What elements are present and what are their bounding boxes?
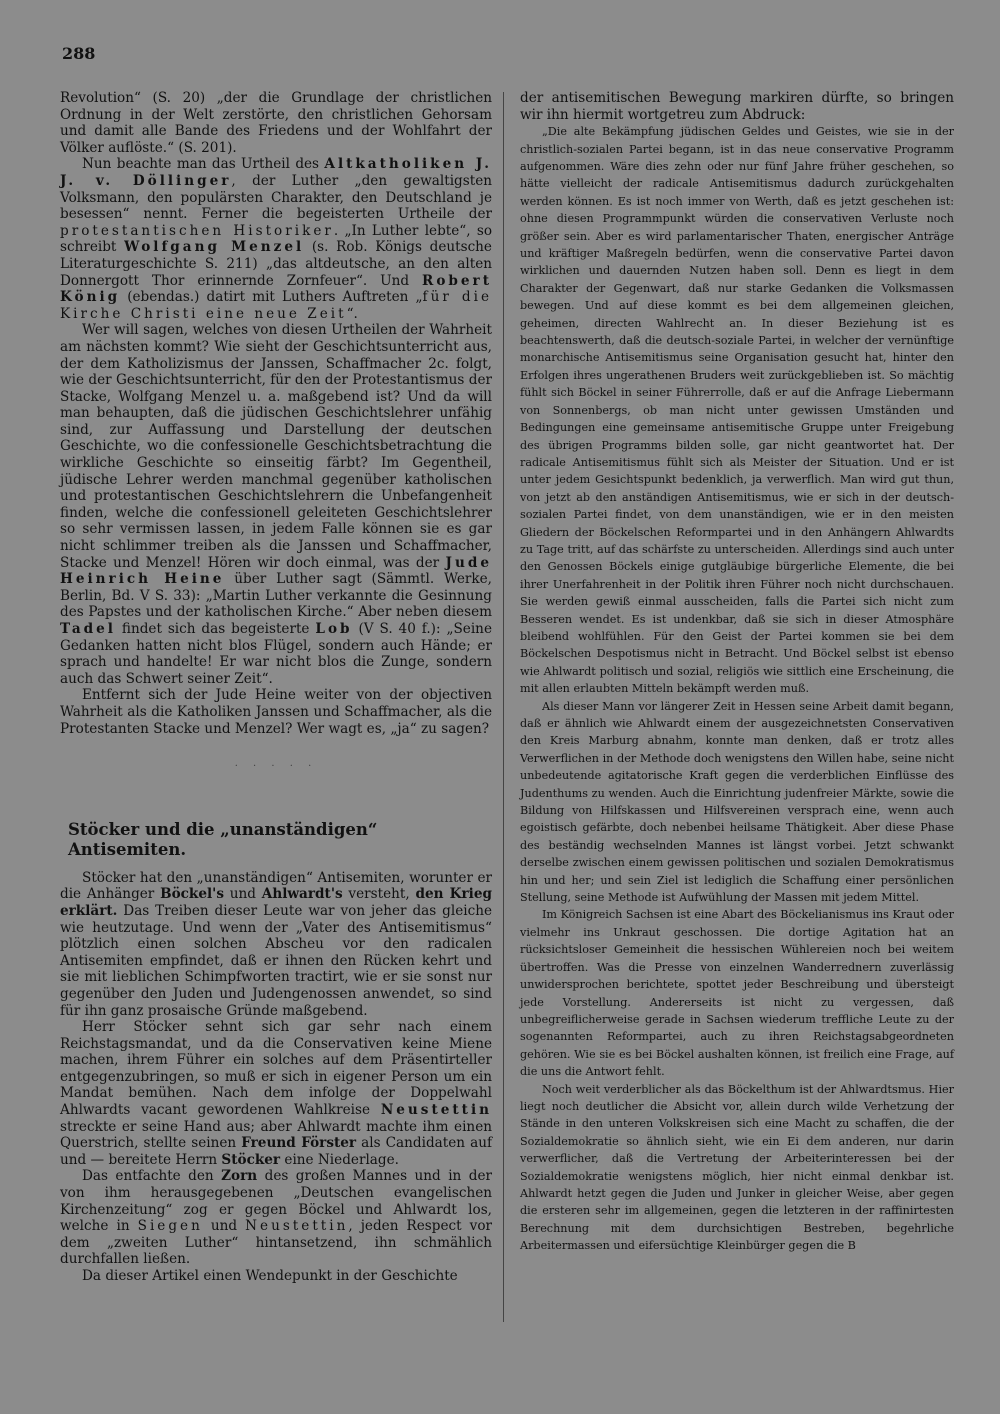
quote-paragraph-4: Noch weit verderblicher als das Böckelthum ist der Ahlwardtsmus. Hier liegt noch deutlicher die Absicht vor, allein durch wilde Verhetzung der Stände in den unteren Volkskreisen sich eine Macht zu schaffen, die der Sozialdemokratie so ähnlich sieht, wie ein Ei dem anderen, nur darin verwerflicher, daß die Vertretung der Arbeiterinteressen bei der Sozialdemokratie wenigstens möglich, hier nicht einmal denkbar ist. Ahlwardt hetzt gegen die Juden und Junker in gleicher Weise, aber gegen die ersteren sehr im allgemeinen, gegen die letzteren in der raffinirtesten Berechnung mit dem durchsichtigen Bestreben, begehrliche Arbeitermassen und eifersüchtige Kleinbürger gegen die B [520,1082,954,1253]
right-paragraph-1: der antisemitischen Bewegung markiren dürfte, so bringen wir ihn hiermit wortgetreu zum Abdruck: [520,90,954,123]
right-column [520,90,954,1255]
left-paragraph-8: Da dieser Artikel einen Wendepunkt in der Geschichte [82,1268,458,1284]
left-paragraph-2: Nun beachte man das Urtheil des Altkatholiken J. J. v. Döllinger, der Luther „den gewaltigsten Volksmann, den populärsten Charakter, den Deutschland je besessen“ nennt. Ferner die begeisterten Urtheile der protestantischen Historiker. „In Luther lebte“, so schreibt Wolfgang Menzel (s. Rob. Königs deutsche Literaturgeschichte S. 211) „das altdeutsche, an den alten Donnergott Thor erinnernde Zornfeuer“. Und Robert König (ebendas.) datirt mit Luthers Auftreten „für die Kirche Christi eine neue Zeit“. [60,156,492,322]
column-divider [503,92,504,1322]
left-column [60,90,492,1285]
left-paragraph-6: Herr Stöcker sehnt sich gar sehr nach einem Reichstagsmandat, und da die Conservativen keine Miene machen, ihrem Führer ein solches auf dem Präsentirteller entgegenzubringen, so muß er sich in eigener Person um ein Mandat bemühen. Nach dem infolge der Doppelwahl Ahlwardts vacant gewordenen Wahlkreise Neustettin streckte er seine Hand aus; aber Ahlwardt machte ihm einen Querstrich, stellte seinen Freund Förster als Candidaten auf und — bereitete Herrn Stöcker eine Niederlage. [60,1019,492,1168]
quote-paragraph-1: „Die alte Bekämpfung jüdischen Geldes und Geistes, wie sie in der christlich-sozialen Partei begann, ist in das neue conservative Programm aufgenommen. Wäre dies zehn oder nur fünf Jahre früher geschehen, so hätte vielleicht der radicale Antisemitismus dadurch zurückgehalten werden können. Es ist noch immer von Werth, daß es jetzt geschehen ist: ohne diesen Programmpunkt würden die conservativen Verluste noch größer sein. Aber es wird parlamentarischer Thaten, energischer Anträge und kräftiger Maßregeln bedürfen, wenn die conservative Partei davon wirklichen und dauernden Nutzen haben soll. Denn es liegt in dem Charakter der Gegenwart, daß nur starke Gedanken die Volksmassen bewegen. Und auf diese kommt es bei dem allgemeinen gleichen, geheimen, directen Wahlrecht an. In dieser Beziehung ist es beachtenswerth, daß die deutsch-soziale Partei, in welcher der vernünftige monarchische Antisemitismus seine Organisation gesucht hat, hinter den Erfolgen ihres ungerathenen Bruders weit zurückgeblieben ist. So mächtig fühlt sich Böckel in seiner Führerrolle, daß er auf die Anfrage Liebermann von Sonnenbergs, ob man nicht unter gewissen Umständen und Bedingungen eine gemeinsame antisemitische Gruppe unter Freigebung des übrigen Programms bilden solle, gar nicht geantwortet hat. Der radicale Antisemitismus fühlt sich als Meister der Situation. Und er ist unter jedem Gesichtspunkt bedenklich, ja verwerflich. Man wird gut thun, von jetzt ab den anständigen Antisemitismus, wie er sich in der deutsch-sozialen Partei findet, von dem unanständigen, wie er in den meisten Gliedern der Böckelschen Reformpartei und in den Anhängern Ahlwardts zu Tage tritt, auf das schärfste zu unterscheiden. Allerdings sind auch unter den Genossen Böckels einige gutgläubige bürgerliche Elemente, die bei ihrer Unerfahrenheit in der Politik ihren Führer noch nicht durchschauen. Sie werden gewiß einmal ausscheiden, falls die Partei sich nicht zum Besseren wendet. Es ist undenkbar, daß sie sich in dieser Atmosphäre bleibend wohlfühlen. Für den Geist der Partei kommen sie bei dem Böckelschen Despotismus nicht in Betracht. Und Böckel selbst ist ebenso wie Ahlwardt politisch und sozial, religiös wie sittlich eine Erscheinung, die mit allen erlaubten Mitteln bekämpft werden muß. [520,125,954,696]
left-paragraph-4: Entfernt sich der Jude Heine weiter von der objectiven Wahrheit als die Katholiken Janssen und Schaffmacher, als die Protestanten Stacke und Menzel? Wer wagt es, „ja“ zu sagen? [60,687,492,737]
left-paragraph-1: Revolution“ (S. 20) „der die Grundlage der christlichen Ordnung in der Welt zerstörte, den christlichen Gehorsam und damit alle Bande des Friedens und der Wohlfahrt der Völker auflöste.“ (S. 201). [60,90,492,156]
section-heading: Stöcker und die „unanständigen“ Antisemiten. [68,819,378,859]
page-number: 288 [62,44,96,63]
left-paragraph-5: Stöcker hat den „unanständigen“ Antisemiten, worunter er die Anhänger Böckel's und Ahlwardt's versteht, den Krieg erklärt. Das Treiben dieser Leute war von jeher das gleiche wie heutzutage. Und wenn der „Vater des Antisemitismus“ plötzlich einen solchen Abscheu vor den radicalen Antisemiten empfindet, daß er ihnen den Rücken kehrt und sie mit lieblichen Schimpfworten tractirt, wie er sie sonst nur gegenüber den Juden und Judengenossen anwendet, so sind für ihn ganz prosaische Gründe maßgebend. [60,869,492,1019]
left-paragraph-3: Wer will sagen, welches von diesen Urtheilen der Wahrheit am nächsten kommt? Wie sieht der Geschichtsunterricht aus, der dem Katholizismus der Janssen, Schaffmacher 2c. folgt, wie der Geschichtsunterricht, für den der Protestantismus der Stacke, Wolfgang Menzel u. a. maßgebend ist? Und da will man behaupten, daß die jüdischen Geschichtslehrer unfähig sind, zur Auffassung und Darstellung der deutschen Geschichte, wo die confessionelle Geschichtsbetrachtung die wirkliche Geschichte so einseitig färbt? Im Gegentheil, jüdische Lehrer werden manchmal gegenüber katholischen und protestantischen Geschichtslehrern die Unbefangenheit finden, welche die confessionell geleiteten Geschichtslehrer so sehr vermissen lassen, in jedem Falle können sie es gar nicht schlimmer treiben als die Janssen und Schaffmacher, Stacke und Menzel! Hören wir doch einmal, was der Jude Heinrich Heine über Luther sagt (Sämmtl. Werke, Berlin, Bd. V S. 33): „Martin Luther verkannte die Gesinnung des Papstes und der katholischen Kirche.“ Aber neben diesem Tadel findet sich das begeisterte Lob (V S. 40 f.): „Seine Gedanken hatten nicht blos Flügel, sondern auch Hände; er sprach und handelte! Er war nicht blos die Zunge, sondern auch das Schwert seiner Zeit“. [60,322,492,687]
separator-dots: · · · · · [234,761,318,773]
left-paragraph-7: Das entfachte den Zorn des großen Mannes und in der von ihm herausgegebenen „Deutschen evangelischen Kirchenzeitung“ zog er gegen Böckel und Ahlwardt los, welche in Siegen und Neustettin, jeden Respect vor dem „zweiten Luther“ hintansetzend, ihn schmählich durchfallen ließen. [60,1168,493,1268]
quote-paragraph-3: Im Königreich Sachsen ist eine Abart des Böckelianismus ins Kraut oder vielmehr ins Unkraut geschossen. Die dortige Agitation hat an rücksichtsloser Gemeinheit die hessischen Wühlereien noch bei weitem übertroffen. Was die Presse von einzelnen Wanderrednern zuverlässig unwidersprochen berichtete, spottet jeder Beschreibung und übersteigt jede Vorstellung. Andererseits ist nicht zu vergessen, daß unbegreiflicherweise gerade in Sachsen wiederum treffliche Leute zu der sogenannten Reformpartei, auch zu ihren Reichstagsabgeordneten gehören. Wie sie es bei Böckel aushalten können, ist freilich eine Frage, auf die uns die Antwort fehlt. [520,908,954,1079]
quote-paragraph-2: Als dieser Mann vor längerer Zeit in Hessen seine Arbeit damit begann, daß er ähnlich wie Ahlwardt einem der ausgezeichnetsten Conservativen den Kreis Marburg abnahm, konnte man denken, daß er trotz alles Verwerflichen in der Methode doch wenigstens den Willen habe, seine nicht unbedeutende agitatorische Kraft gegen die verderblichen Einflüsse des Judenthums zu wenden. Auch die Einrichtung judenfreier Märkte, sowie die Bildung von Hilfskassen und Hilfsvereinen versprach eine, wenn auch egoistisch gefärbte, doch nebenbei heilsame Thätigkeit. Aber diese Phase des beständig wechselnden Mannes ist längst vorbei. Jetzt schwankt derselbe zwischen einem gewissen politischen und sozialen Demokratismus hin und her; und sein Ziel ist lediglich die Schaffung einer persönlichen Stellung, seine Methode ist Aufwühlung der Massen mit jedem Mittel. [520,699,954,905]
